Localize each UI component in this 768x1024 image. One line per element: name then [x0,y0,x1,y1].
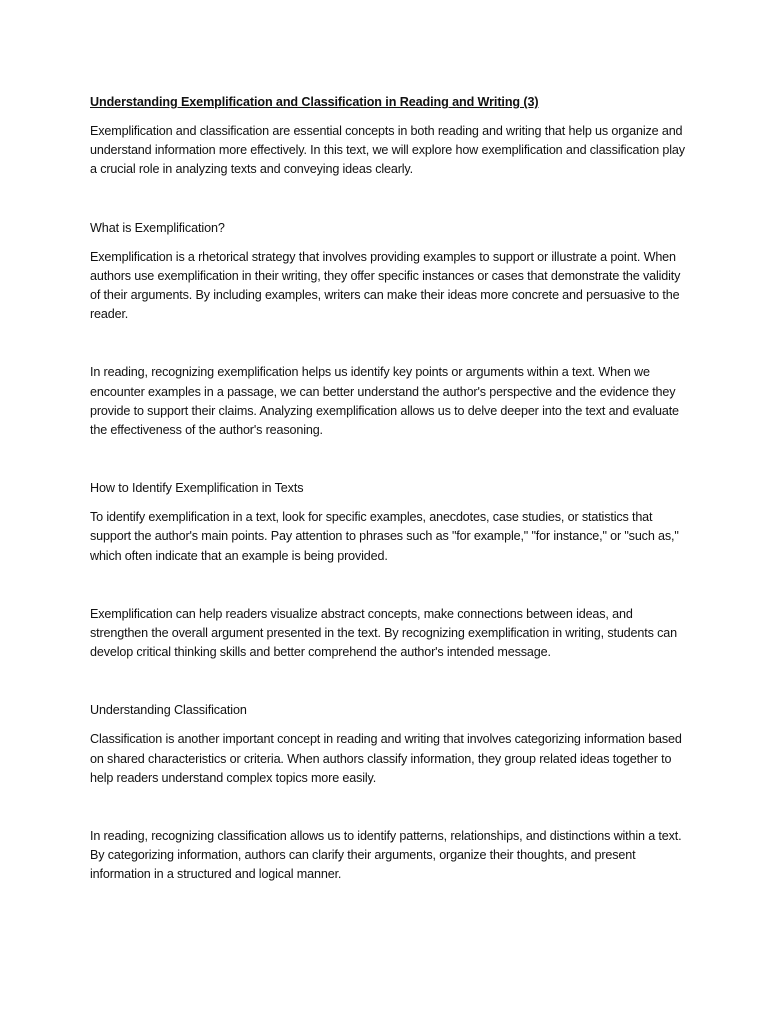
section-heading-classification: Understanding Classification [90,703,247,718]
section-heading-identify: How to Identify Exemplification in Texts [90,481,304,496]
spacer [90,450,688,479]
section-paragraph: In reading, recognizing exemplification helps us identify key points or arguments within a text. When we encounter examples in a passage, we can better understand the author's perspective and the evidence they provide to support their claims. Analyzing exemplification allows us to delve deeper into the text and evaluate the effectiveness of the author's reasoning. [90,365,679,438]
section-paragraph: Classification is another important concept in reading and writing that involves categorizing information based on shared characteristics or criteria. When authors classify information, they group related ideas together to help readers understand complex topics more easily. [90,732,682,785]
spacer [90,334,688,363]
section-paragraph: To identify exemplification in a text, look for specific examples, anecdotes, case studies, or statistics that support the author's main points. Pay attention to phrases such as "for example," "for instance," or "such as," which often indicate that an example is being provided. [90,510,679,563]
spacer [90,798,688,827]
spacer [90,576,688,605]
section-heading-exemplification: What is Exemplification? [90,220,225,235]
document-title: Understanding Exemplification and Classification in Reading and Writing (3) [90,95,539,109]
section-paragraph: Exemplification can help readers visualize abstract concepts, make connections between ideas, and strengthen the overall argument presented in the text. By recognizing exemplification in writing, students can develop critical thinking skills and better comprehend the author's intended message. [90,606,677,660]
intro-paragraph: Exemplification and classification are essential concepts in both reading and writing that help us organize and understand information more effectively. In this text, we will explore how exemplification and classification play a crucial role in analyzing texts and conveying ideas clearly. [90,124,685,177]
spacer [90,672,688,701]
section-paragraph: Exemplification is a rhetorical strategy that involves providing examples to support or illustrate a point. When authors use exemplification in their writing, they offer specific instances or cases that demonstrate the validity of their arguments. By including examples, writers can make their ideas more concrete and persuasive to the reader. [90,249,681,322]
section-paragraph: In reading, recognizing classification allows us to identify patterns, relationships, and distinctions within a text. By categorizing information, authors can clarify their arguments, organize their thoughts, and present information in a structured and logical manner. [90,829,682,882]
spacer [90,190,688,219]
